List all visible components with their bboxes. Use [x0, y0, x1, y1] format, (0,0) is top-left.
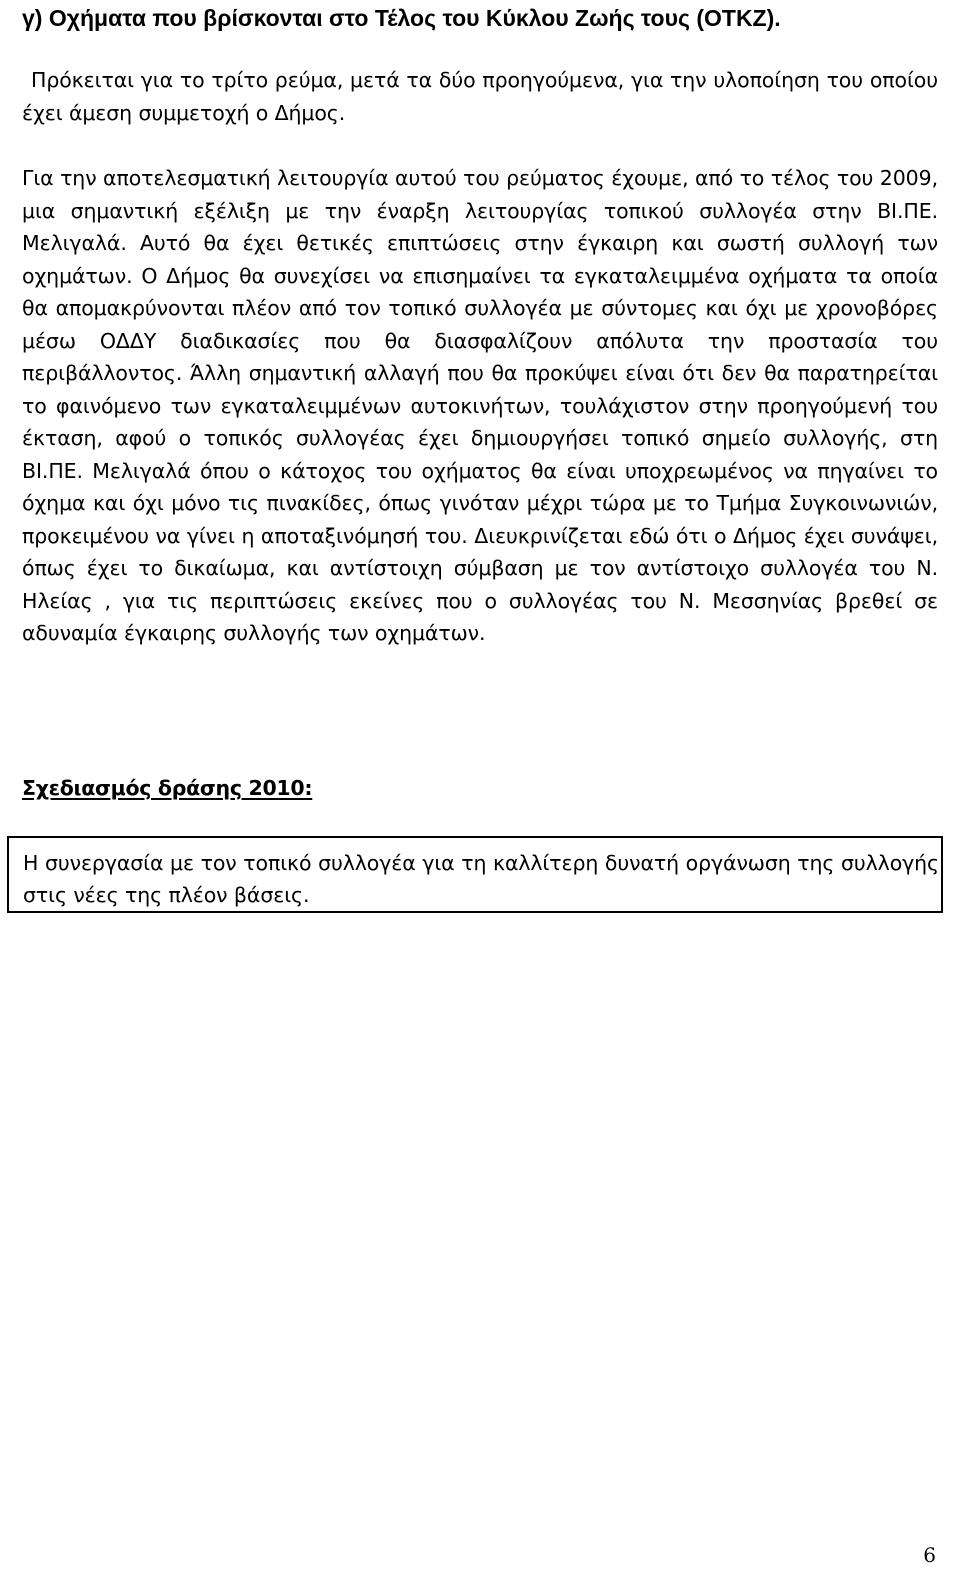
- action-plan-text: Η συνεργασία με τον τοπικό συλλογέα για τη καλλίτερη δυνατή οργάνωση της συλλογής στις νέες της πλέον βάσεις.: [23, 851, 939, 907]
- action-plan-box: [7, 836, 943, 913]
- action-plan-title: Σχεδιασμός δράσης 2010:: [22, 776, 313, 800]
- body-paragraph: Για την αποτελεσματική λειτουργία αυτού του ρεύματος έχουμε, από το τέλος του 2009, μια σημαντική εξέλιξη με την έναρξη λειτουργίας τοπικού συλλογέα στην ΒΙ.ΠΕ. Μελιγαλά. Αυτό θα έχει θετικές επιπτώσεις στην έγκαιρη και σωστή συλλογή των οχημάτων. Ο Δήμος θα συνεχίσει να επισημαίνει τα εγκαταλειμμένα οχήματα τα οποία θα απομακρύνονται πλέον από τον τοπικό συλλογέα με σύντομες και όχι με χρονοβόρες μέσω ΟΔΔΥ διαδικασίες που θα διασφαλίζουν απόλυτα την προστασία του περιβάλλοντος. Άλλη σημαντική αλλαγή που θα προκύψει είναι ότι δεν θα παρατηρείται το φαινόμενο των εγκαταλειμμένων αυτοκινήτων, τουλάχιστον στην προηγούμενή του έκταση, αφού ο τοπικός συλλογέας έχει δημιουργήσει τοπικό σημείο συλλογής, στη ΒΙ.ΠΕ. Μελιγαλά όπου ο κάτοχος του οχήματος θα είναι υποχρεωμένος να πηγαίνει το όχημα και όχι μόνο τις πινακίδες, όπως γινόταν μέχρι τώρα με το Τμήμα Συγκοινωνιών, προκειμένου να γίνει η αποταξινόμησή του. Διευκρινίζεται εδώ ότι ο Δήμος έχει συνάψει, όπως έχει το δικαίωμα, και αντίστοιχη σύμβαση με τον αντίστοιχο συλλογέα του Ν. Ηλείας , για τις περιπτώσεις εκείνες που ο συλλογέας του Ν. Μεσσηνίας βρεθεί σε αδυναμία έγκαιρης συλλογής των οχημάτων.: [22, 166, 938, 645]
- intro-paragraph: Πρόκειται για το τρίτο ρεύμα, μετά τα δύο προηγούμενα, για την υλοποίηση του οποίου έχει άμεση συμμετοχή ο Δήμος.: [22, 68, 938, 125]
- section-heading: γ) Οχήματα που βρίσκονται στο Τέλος του Κύκλου Ζωής τους (ΟΤΚΖ).: [22, 5, 781, 31]
- page-number: 6: [923, 1543, 936, 1567]
